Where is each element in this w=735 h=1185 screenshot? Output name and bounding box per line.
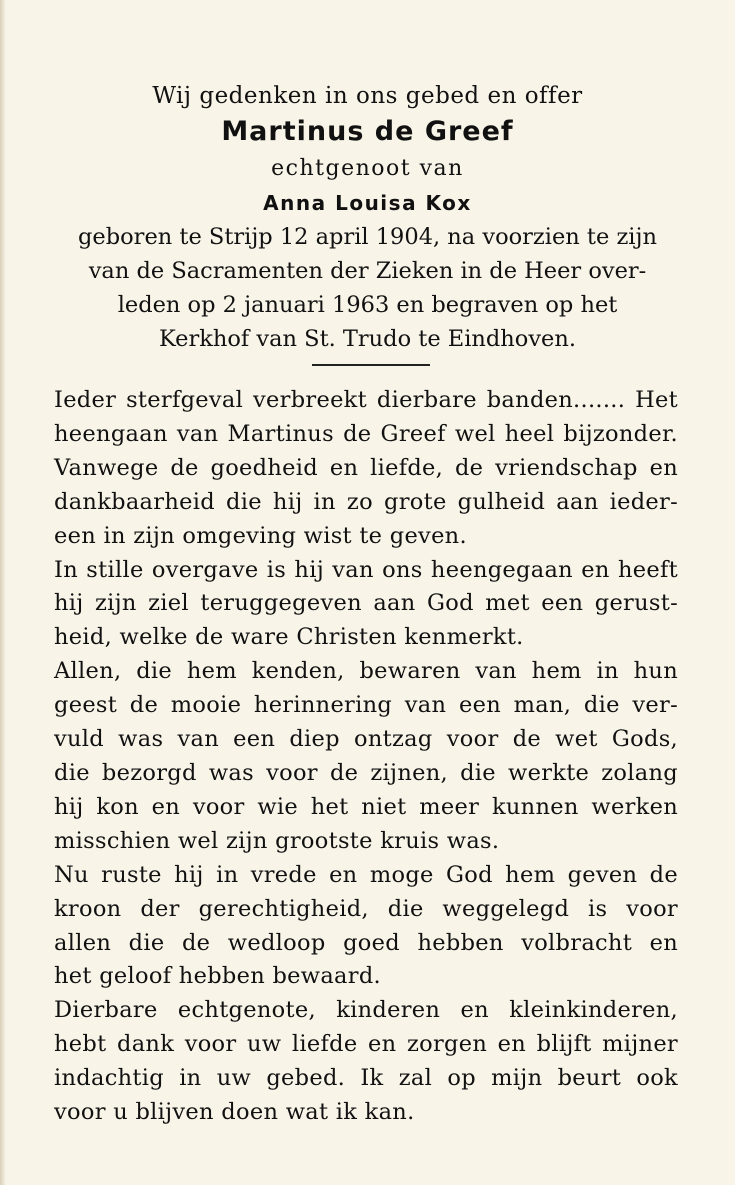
text-line: voor u blijven doen wat ik kan. <box>54 1099 415 1126</box>
text-line: een in zijn omgeving wist te geven. <box>54 522 467 549</box>
bio-line-1: geboren te Strijp 12 april 1904, na voorzien te zijn <box>78 224 657 250</box>
deceased-name: Martinus de Greef <box>221 116 514 147</box>
text-line: heengaan van Martinus de Greef wel heel bijzonder. <box>54 420 678 447</box>
bio-line-2: van de Sacramenten der Zieken in de Heer over- <box>88 258 647 284</box>
intro-line: Wij gedenken in ons gebed en offer <box>152 83 583 109</box>
text-line: het geloof hebben bewaard. <box>54 963 381 990</box>
spouse-label: echtgenoot van <box>271 156 464 181</box>
text-line: dankbaarheid die hij in zo grote gulheid aan ieder- <box>54 488 678 515</box>
text-line: Dierbare echtgenote, kinderen en kleinkinderen, <box>54 997 678 1024</box>
spouse-name: Anna Louisa Kox <box>263 191 472 215</box>
text-line: misschien wel zijn grootste kruis was. <box>54 827 500 854</box>
text-line: allen die de wedloop goed hebben volbracht en <box>54 929 678 956</box>
text-line: hij zijn ziel teruggegeven aan God met een gerust- <box>54 590 678 617</box>
card-header <box>0 78 735 356</box>
text-line: hebt dank voor uw liefde en zorgen en blijft mijner <box>54 1031 678 1058</box>
text-line: kroon der gerechtigheid, die weggelegd is voor <box>54 895 678 922</box>
text-line: indachtig in uw gebed. Ik zal op mijn beurt ook <box>54 1065 678 1092</box>
divider-rule <box>312 364 430 366</box>
text-line: Allen, die hem kenden, bewaren van hem in hun <box>54 658 678 685</box>
text-line: geest de mooie herinnering van een man, die ver- <box>54 692 678 719</box>
text-line: In stille overgave is hij van ons heengegaan en heeft <box>54 556 678 583</box>
bio-line-3: leden op 2 januari 1963 en begraven op het <box>117 292 618 318</box>
text-line: hij kon en voor wie het niet meer kunnen werken <box>54 793 678 820</box>
memorial-text <box>54 384 678 1130</box>
text-line: heid, welke de ware Christen kenmerkt. <box>54 624 524 651</box>
text-line: die bezorgd was voor de zijnen, die werkte zolang <box>54 759 678 786</box>
text-line: Ieder sterfgeval verbreekt dierbare banden....... Het <box>54 387 678 413</box>
bio-line-4: Kerkhof van St. Trudo te Eindhoven. <box>158 326 577 352</box>
text-line: Vanwege de goedheid en liefde, de vriendschap en <box>54 454 678 481</box>
text-line: Nu ruste hij in vrede en moge God hem geven de <box>54 861 678 888</box>
text-line: vuld was van een diep ontzag voor de wet Gods, <box>54 726 678 753</box>
